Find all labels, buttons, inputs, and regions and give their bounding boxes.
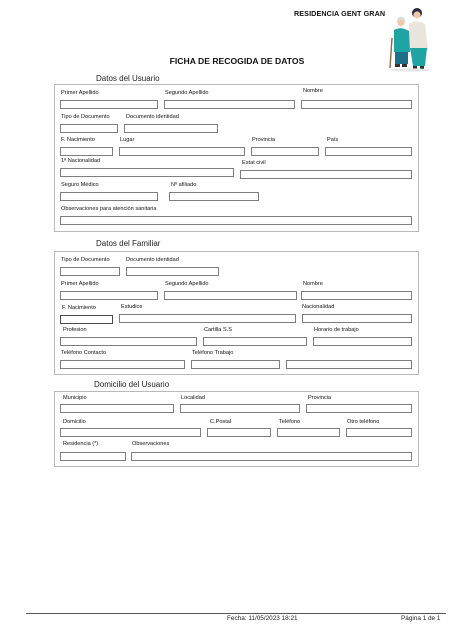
f-nacimiento-field[interactable] (60, 147, 113, 156)
estat-civil-field[interactable] (240, 170, 412, 179)
label-nacionalidad: 1ª Nacionalidad (61, 158, 101, 164)
familiar-telefono-extra-field[interactable] (286, 360, 412, 369)
familiar-telefono-contacto-field[interactable] (60, 360, 185, 369)
familiar-nombre-field[interactable] (301, 291, 412, 300)
label-residencia: Residencia (*) (63, 441, 99, 447)
section-title-domicilio: Domicilio del Usuario (94, 380, 170, 389)
documento-identidad-field[interactable] (124, 124, 218, 133)
localidad-field[interactable] (180, 404, 300, 413)
label-nombre: Nombre (303, 88, 323, 94)
dom-telefono-field[interactable] (277, 428, 340, 437)
footer-divider (26, 613, 446, 614)
label-localidad: Localidad (181, 395, 205, 401)
label-primer-apellido: Primer Apellido (61, 90, 99, 96)
seguro-medico-field[interactable] (60, 192, 158, 201)
municipio-field[interactable] (60, 404, 174, 413)
label-otro-telefono: Otro teléfono (347, 419, 380, 425)
label-f-nacimiento: F. Nacimiento (61, 137, 95, 143)
familiar-nacionalidad-field[interactable] (302, 314, 412, 323)
otro-telefono-field[interactable] (346, 428, 412, 437)
label-estat-civil: Estat civil (242, 160, 266, 166)
label-dom-observaciones: Observaciones (132, 441, 170, 447)
dom-provincia-field[interactable] (306, 404, 412, 413)
label-lugar: Lugar (120, 137, 135, 143)
domicilio-field[interactable] (60, 428, 201, 437)
familiar-documento-identidad-field[interactable] (126, 267, 219, 276)
label-familiar-horario: Horario de trabajo (314, 327, 359, 333)
section-title-usuario: Datos del Usuario (96, 74, 160, 83)
label-familiar-cartilla: Cartilla S.S (204, 327, 232, 333)
familiar-cartilla-field[interactable] (203, 337, 307, 346)
label-familiar-nombre: Nombre (303, 281, 323, 287)
footer-pagina: Página 1 de 1 (401, 615, 441, 622)
n-afiliado-field[interactable] (169, 192, 259, 201)
label-familiar-nacionalidad: Nacionalidad (302, 304, 335, 310)
pais-field[interactable] (325, 147, 412, 156)
primer-apellido-field[interactable] (60, 100, 158, 109)
familiar-profesion-field[interactable] (60, 337, 197, 346)
label-familiar-telefono-contacto: Teléfono Contacto (61, 350, 107, 356)
label-segundo-apellido: Segundo Apellido (165, 90, 209, 96)
familiar-segundo-apellido-field[interactable] (164, 291, 297, 300)
label-domicilio: Domicilio (63, 419, 86, 425)
segundo-apellido-field[interactable] (164, 100, 295, 109)
label-familiar-segundo-apellido: Segundo Apellido (165, 281, 209, 287)
nombre-field[interactable] (301, 100, 412, 109)
organization-name: RESIDENCIA GENT GRAN (294, 9, 386, 18)
label-cpostal: C.Postal (210, 419, 232, 425)
label-tipo-documento: Tipo de Documento (61, 114, 110, 120)
tipo-documento-field[interactable] (60, 124, 118, 133)
label-observaciones-sanitaria: Observaciones para atención sanitaria (61, 206, 157, 212)
cpostal-field[interactable] (207, 428, 271, 437)
label-pais: País (327, 137, 339, 143)
lugar-field[interactable] (119, 147, 245, 156)
label-dom-provincia: Provincia (308, 395, 332, 401)
label-municipio: Municipio (63, 395, 87, 401)
label-familiar-documento-identidad: Documento identidad (126, 257, 179, 263)
provincia-field[interactable] (251, 147, 319, 156)
label-familiar-primer-apellido: Primer Apellido (61, 281, 99, 287)
label-documento-identidad: Documento identidad (126, 114, 179, 120)
form-title: FICHA DE RECOGIDA DE DATOS (169, 56, 305, 66)
familiar-horario-field[interactable] (313, 337, 412, 346)
nacionalidad-field[interactable] (60, 168, 234, 177)
label-familiar-profesion: Profesion (63, 327, 87, 333)
label-familiar-estudios: Estudios (121, 304, 143, 310)
observaciones-sanitaria-field[interactable] (60, 216, 412, 225)
familiar-tipo-documento-field[interactable] (60, 267, 120, 276)
label-familiar-tipo-documento: Tipo de Documento (61, 257, 110, 263)
label-provincia: Provincia (252, 137, 276, 143)
section-title-familiar: Datos del Familiar (96, 239, 161, 248)
familiar-telefono-trabajo-field[interactable] (191, 360, 280, 369)
label-n-afiliado: Nº afiliado (171, 182, 197, 188)
footer-fecha: Fecha: 11/05/2023 18:21 (227, 615, 298, 622)
residencia-field[interactable] (60, 452, 126, 461)
familiar-f-nacimiento-field[interactable] (60, 315, 113, 324)
label-familiar-telefono-trabajo: Teléfono Trabajo (192, 350, 234, 356)
familiar-primer-apellido-field[interactable] (60, 291, 158, 300)
familiar-estudios-field[interactable] (119, 314, 296, 323)
label-familiar-f-nacimiento: F. Nacimiento (62, 305, 96, 311)
label-seguro-medico: Seguro Médico (61, 182, 99, 188)
dom-observaciones-field[interactable] (131, 452, 412, 461)
label-dom-telefono: Teléfono (279, 419, 301, 425)
